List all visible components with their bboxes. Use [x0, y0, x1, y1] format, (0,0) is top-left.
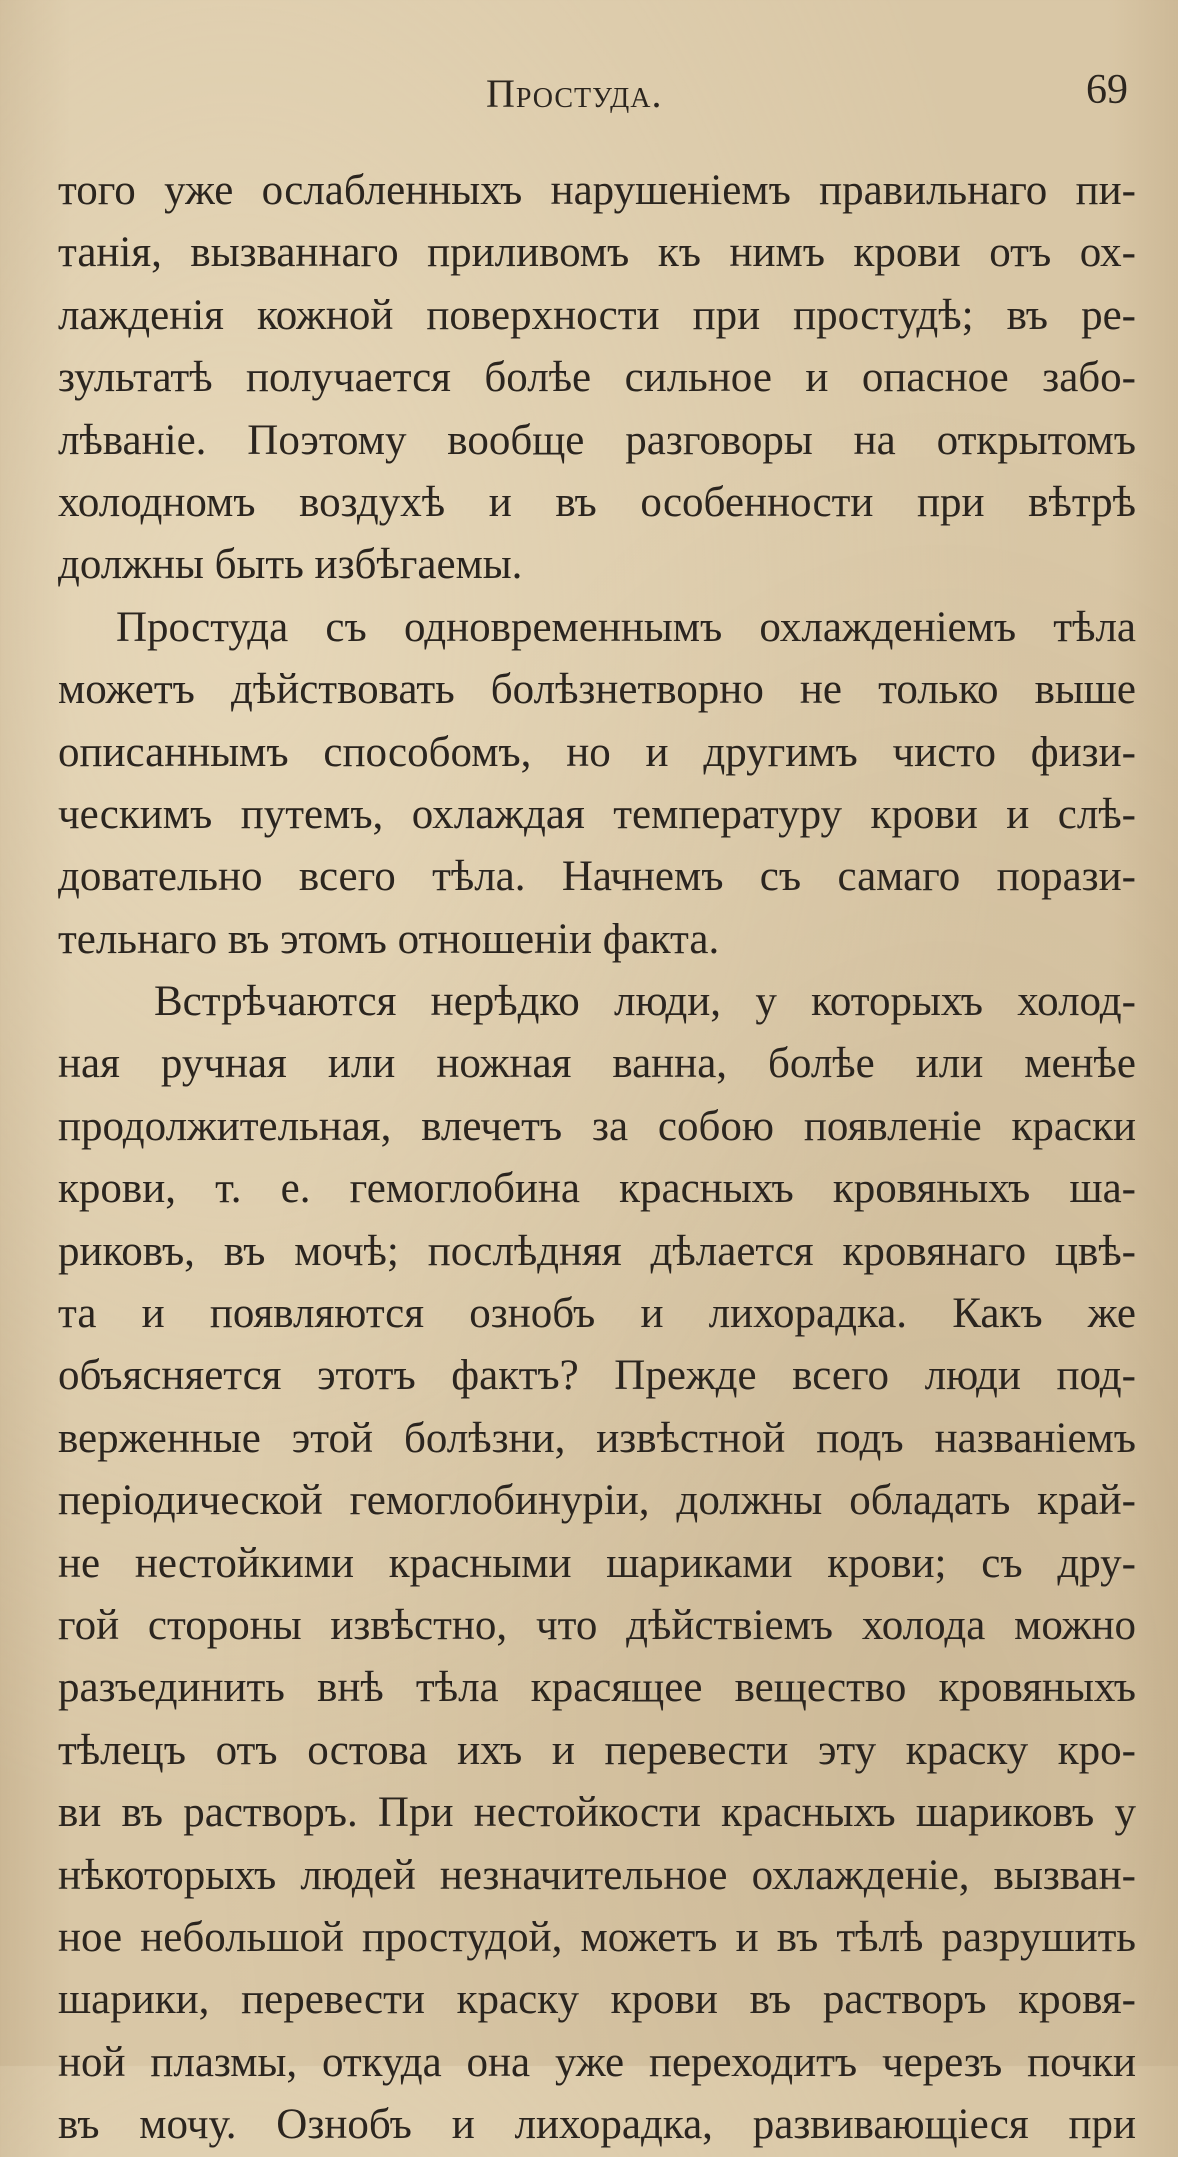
text-line: въ мочу. Ознобъ и лихорадка, развивающiеся при: [58, 2101, 1136, 2149]
body-text: [58, 160, 1136, 2157]
text-line: довательно всего тѣла. Начнемъ съ самаго порази-: [58, 853, 1136, 901]
text-line: танiя, вызваннаго приливомъ къ нимъ крови отъ ох-: [58, 229, 1136, 277]
text-line: перiодической гемоглобинурiи, должны обладать край-: [58, 1477, 1136, 1525]
text-line: продолжительная, влечетъ за собою появленiе краски: [58, 1102, 1136, 1150]
text-line: зультатѣ получается болѣе сильное и опасное забо-: [58, 354, 1136, 402]
paragraph-2: [58, 597, 1136, 971]
page-number: 69: [1086, 67, 1128, 113]
text-line: разъединить внѣ тѣла красящее вещество кровяныхъ: [58, 1664, 1136, 1712]
text-line: лѣванiе. Поэтому вообще разговоры на открытомъ: [58, 416, 1136, 464]
text-line: ная ручная или ножная ванна, болѣе или менѣе: [58, 1040, 1136, 1088]
text-line: холодномъ воздухѣ и въ особенности при вѣтрѣ: [58, 478, 1136, 526]
text-line: ное небольшой простудой, можетъ и въ тѣлѣ разрушить: [58, 1913, 1136, 1961]
text-line: ческимъ путемъ, охлаждая температуру крови и слѣ-: [58, 790, 1136, 838]
text-line: ви въ растворъ. При нестойкости красныхъ шариковъ у: [58, 1789, 1136, 1837]
text-line: та и появляются ознобъ и лихорадка. Какъ же: [58, 1290, 1136, 1338]
text-line: того уже ослабленныхъ нарушенiемъ правильнаго пи-: [58, 167, 1136, 214]
text-line: объясняется этотъ фактъ? Прежде всего люди под-: [58, 1352, 1136, 1400]
text-line: лажденiя кожной поверхности при простудѣ; въ ре-: [58, 291, 1136, 339]
text-line: Встрѣчаются нерѣдко люди, у которыхъ холод-: [154, 978, 1136, 1026]
text-line: не нестойкими красными шариками крови; съ дру-: [58, 1539, 1136, 1587]
paragraph-1: [58, 160, 1136, 597]
text-line: риковъ, въ мочѣ; послѣдняя дѣлается кровянаго цвѣ-: [58, 1227, 1136, 1275]
paragraph-3: [58, 971, 1136, 2156]
text-line: описаннымъ способомъ, но и другимъ чисто физи-: [58, 728, 1136, 776]
text-line: крови, т. е. гемоглобина красныхъ кровяныхъ ша-: [58, 1165, 1136, 1213]
text-line: ной плазмы, откуда она уже переходитъ черезъ почки: [58, 2038, 1136, 2086]
text-line: должны быть избѣгаемы.: [58, 541, 523, 589]
running-head: [0, 62, 1178, 122]
text-line: верженные этой болѣзни, извѣстной подъ названiемъ: [58, 1414, 1136, 1462]
running-title: Простуда.: [486, 71, 663, 116]
text-line: гой стороны извѣстно, что дѣйствiемъ холода можно: [58, 1601, 1136, 1649]
text-line: тельнаго въ этомъ отношенiи факта.: [58, 915, 720, 963]
text-line: можетъ дѣйствовать болѣзнетворно не только выше: [58, 666, 1136, 714]
text-line: Простуда съ одновременнымъ охлажденiемъ тѣла: [116, 603, 1136, 651]
text-line: нѣкоторыхъ людей незначительное охлажденiе, вызван-: [58, 1851, 1136, 1899]
text-line: тѣлецъ отъ остова ихъ и перевести эту краску кро-: [58, 1726, 1136, 1774]
text-line: шарики, перевести краску крови въ растворъ кровя-: [58, 1976, 1136, 2024]
